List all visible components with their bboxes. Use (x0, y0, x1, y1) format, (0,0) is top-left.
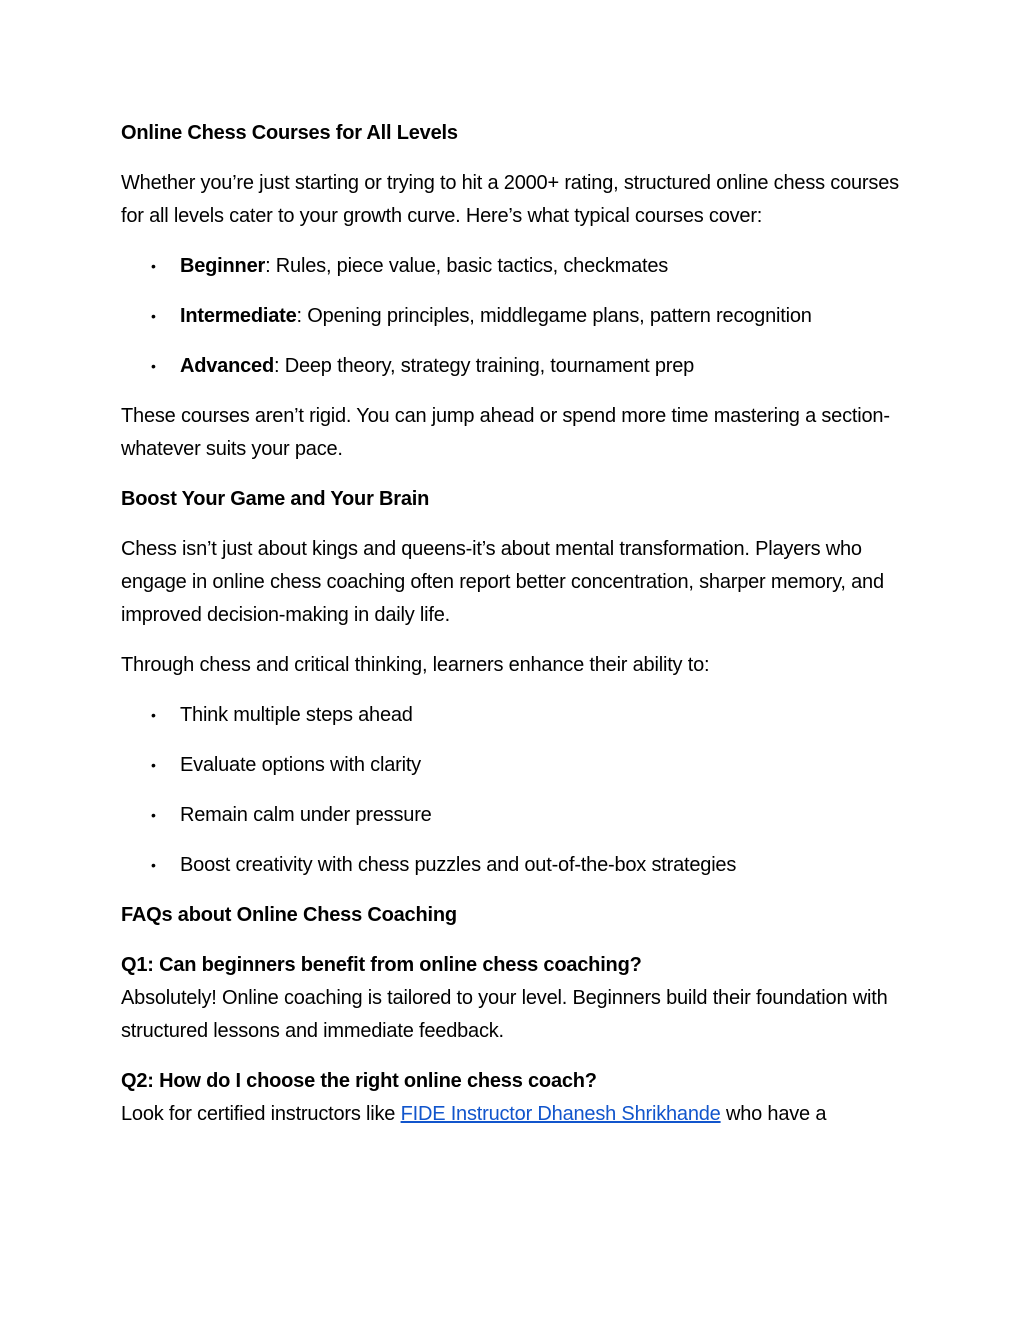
fide-instructor-link[interactable]: FIDE Instructor Dhanesh Shrikhande (400, 1103, 721, 1125)
faq-answer-2-before: Look for certified instructors like (121, 1103, 401, 1125)
section-heading-courses: Online Chess Courses for All Levels (121, 122, 458, 144)
ability-text: Remain calm under pressure (180, 804, 432, 826)
list-item (121, 849, 911, 882)
faq-question-1: Q1: Can beginners benefit from online chess coaching? (121, 954, 642, 976)
faq-question-2: Q2: How do I choose the right online chess coach? (121, 1070, 597, 1092)
level-desc: : Rules, piece value, basic tactics, checkmates (265, 255, 669, 277)
faq-item-2 (121, 1065, 911, 1131)
brain-paragraph-2: Through chess and critical thinking, learners enhance their ability to: (121, 654, 710, 676)
bullet-icon: • (151, 707, 156, 723)
brain-paragraph-1: Chess isn’t just about kings and queens-it’s about mental transformation. Players who engage in online chess coaching often report better concentration, sharper memory, and improved decision-making in daily life. (121, 538, 884, 626)
list-item (121, 250, 911, 283)
faq-item-1 (121, 949, 911, 1048)
section-heading-brain: Boost Your Game and Your Brain (121, 488, 430, 510)
faq-answer-2-after: who have a (720, 1103, 827, 1125)
level-term: Advanced (180, 355, 274, 377)
ability-text: Boost creativity with chess puzzles and out-of-the-box strategies (180, 854, 737, 876)
list-item (121, 350, 911, 383)
section-heading-faq: FAQs about Online Chess Coaching (121, 904, 457, 926)
bullet-icon: • (151, 857, 156, 873)
list-item (121, 300, 911, 333)
ability-text: Evaluate options with clarity (180, 754, 421, 776)
faq-answer-2 (121, 1098, 911, 1131)
bullet-icon: • (151, 258, 156, 274)
level-desc: : Deep theory, strategy training, tournament prep (274, 355, 695, 377)
bullet-icon: • (151, 358, 156, 374)
level-term: Intermediate (180, 305, 297, 327)
ability-text: Think multiple steps ahead (180, 704, 413, 726)
document-body (121, 117, 911, 1148)
bullet-icon: • (151, 807, 156, 823)
courses-intro-paragraph: Whether you’re just starting or trying to hit a 2000+ rating, structured online chess courses for all levels cater to your growth curve. Here’s what typical courses cover: (121, 172, 899, 227)
list-item (121, 799, 911, 832)
abilities-list (121, 699, 911, 882)
faq-answer-1: Absolutely! Online coaching is tailored to your level. Beginners build their foundation with structured lessons and immediate feedback. (121, 987, 888, 1042)
courses-outro-paragraph: These courses aren’t rigid. You can jump ahead or spend more time mastering a section-whatever suits your pace. (121, 405, 890, 460)
level-term: Beginner (180, 255, 266, 277)
list-item (121, 699, 911, 732)
course-levels-list (121, 250, 911, 383)
bullet-icon: • (151, 308, 156, 324)
list-item (121, 749, 911, 782)
level-desc: : Opening principles, middlegame plans, pattern recognition (296, 305, 812, 327)
bullet-icon: • (151, 757, 156, 773)
